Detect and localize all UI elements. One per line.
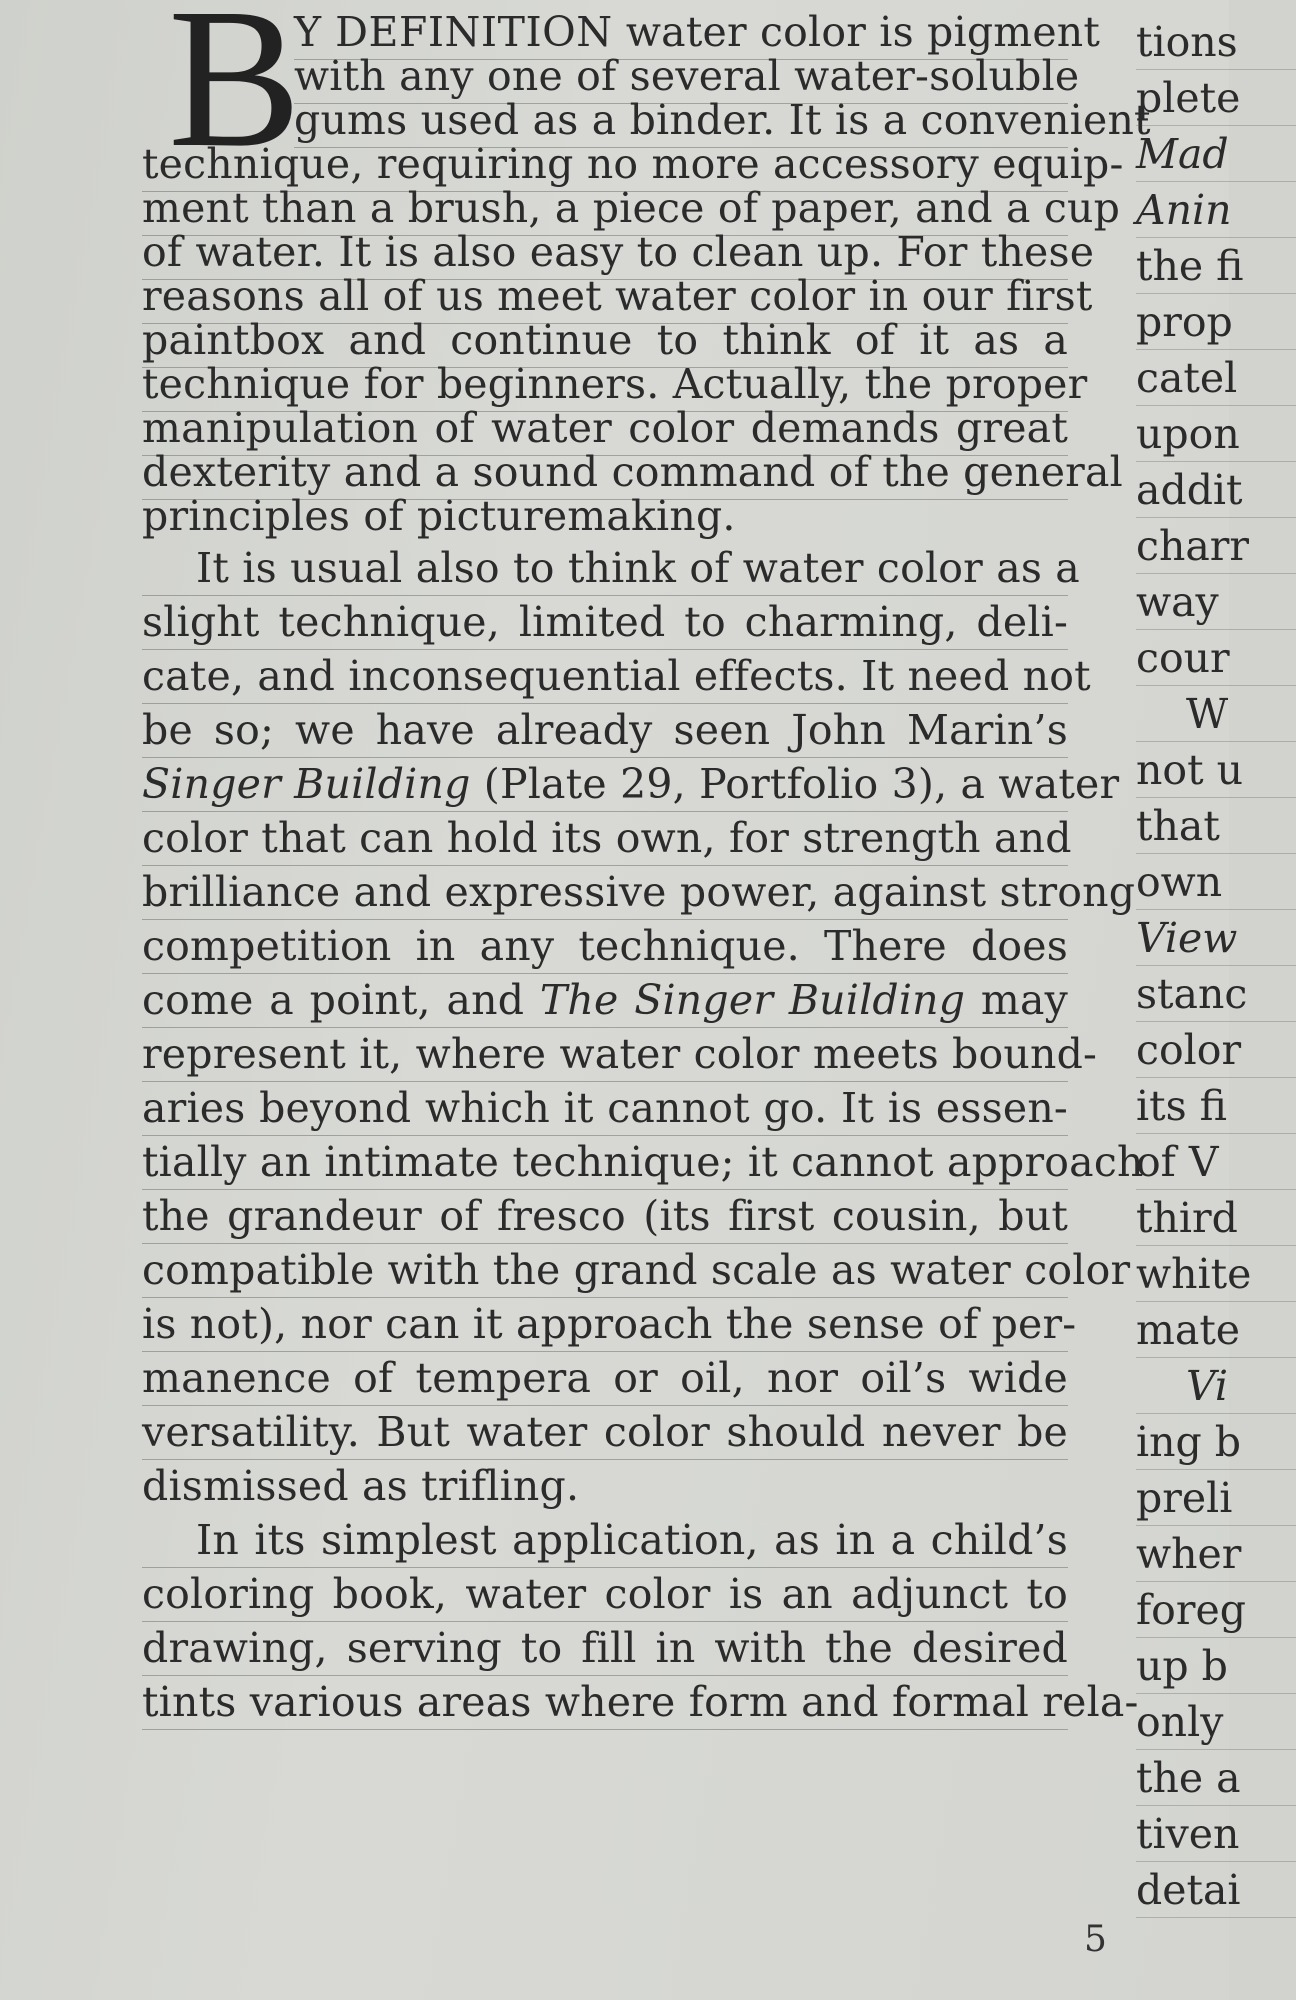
text-line: technique for beginners. Actually, the proper bbox=[142, 356, 1068, 412]
text-line: stanc bbox=[1136, 966, 1296, 1022]
text-line: coloring book, water color is an adjunct to bbox=[142, 1566, 1068, 1622]
text-line: tiven bbox=[1136, 1806, 1296, 1862]
text-line: Mad bbox=[1136, 126, 1296, 182]
artwork-title: The Singer Building bbox=[539, 976, 966, 1024]
text-line: own bbox=[1136, 854, 1296, 910]
text-line: manipulation of water color demands great bbox=[142, 400, 1068, 456]
text-line: come a point, and The Singer Building may bbox=[142, 972, 1068, 1028]
text-line: upon bbox=[1136, 406, 1296, 462]
text-line: ment than a brush, a piece of paper, and a cup bbox=[142, 180, 1068, 236]
text-line: is not), nor can it approach the sense of per- bbox=[142, 1296, 1068, 1352]
text-line: white bbox=[1136, 1246, 1296, 1302]
text-line: prop bbox=[1136, 294, 1296, 350]
text-line: View bbox=[1136, 910, 1296, 966]
drop-cap: B bbox=[168, 0, 302, 189]
text-line: plete bbox=[1136, 70, 1296, 126]
right-column-fragment bbox=[1136, 0, 1252, 1960]
text-line: tions bbox=[1136, 14, 1296, 70]
text-line: color that can hold its own, for strength and bbox=[142, 810, 1068, 866]
text-line: charr bbox=[1136, 518, 1296, 574]
text-line: addit bbox=[1136, 462, 1296, 518]
text-line: that bbox=[1136, 798, 1296, 854]
text-line: principles of picturemaking. bbox=[142, 492, 736, 540]
text-line: be so; we have already seen John Marin’s bbox=[142, 702, 1068, 758]
text-line: foreg bbox=[1136, 1582, 1296, 1638]
text-line: versatility. But water color should never be bbox=[142, 1404, 1068, 1460]
text-line: the grandeur of fresco (its first cousin, but bbox=[142, 1188, 1068, 1244]
text-line: technique, requiring no more accessory equip- bbox=[142, 136, 1068, 192]
text-line: Anin bbox=[1136, 182, 1296, 238]
artwork-title: Singer Building bbox=[142, 760, 471, 808]
text-line: reasons all of us meet water color in our first bbox=[142, 268, 1068, 324]
text-line: tints various areas where form and formal rela- bbox=[142, 1674, 1068, 1730]
text-line: slight technique, limited to charming, deli- bbox=[142, 594, 1068, 650]
text-line: compatible with the grand scale as water color bbox=[142, 1242, 1068, 1298]
text-line: W bbox=[1136, 686, 1296, 742]
text-line: with any one of several water-soluble bbox=[294, 48, 1068, 104]
text-line: gums used as a binder. It is a convenient bbox=[294, 92, 1068, 148]
opening-caps: Y DEFINITION bbox=[294, 8, 613, 56]
text-line: only bbox=[1136, 1694, 1296, 1750]
text-line: dismissed as trifling. bbox=[142, 1462, 580, 1510]
text-line: up b bbox=[1136, 1638, 1296, 1694]
text-line: Singer Building (Plate 29, Portfolio 3), a water bbox=[142, 756, 1068, 812]
text-line: Vi bbox=[1136, 1358, 1296, 1414]
text-line: catel bbox=[1136, 350, 1296, 406]
text-line: way bbox=[1136, 574, 1296, 630]
text-line: drawing, serving to fill in with the desired bbox=[142, 1620, 1068, 1676]
text-line: color bbox=[1136, 1022, 1296, 1078]
text-line: tially an intimate technique; it cannot approach bbox=[142, 1134, 1068, 1190]
text-line: third bbox=[1136, 1190, 1296, 1246]
text-line: cate, and inconsequential effects. It need not bbox=[142, 648, 1068, 704]
text-line: brilliance and expressive power, against strong bbox=[142, 864, 1068, 920]
text-line: It is usual also to think of water color as a bbox=[142, 540, 1068, 596]
text-line: of water. It is also easy to clean up. For these bbox=[142, 224, 1068, 280]
text-line: represent it, where water color meets bound- bbox=[142, 1026, 1068, 1082]
text-line: ing b bbox=[1136, 1414, 1296, 1470]
text-line: In its simplest application, as in a child’s bbox=[142, 1512, 1068, 1568]
text-line: preli bbox=[1136, 1470, 1296, 1526]
text-line: paintbox and continue to think of it as a bbox=[142, 312, 1068, 368]
text-line: aries beyond which it cannot go. It is essen- bbox=[142, 1080, 1068, 1136]
main-column bbox=[142, 0, 1151, 1960]
text-line: Y DEFINITION water color is pigment bbox=[294, 4, 1068, 60]
text-line: its fi bbox=[1136, 1078, 1296, 1134]
text-line: detai bbox=[1136, 1862, 1296, 1918]
text-line: competition in any technique. There does bbox=[142, 918, 1068, 974]
text-line: the a bbox=[1136, 1750, 1296, 1806]
text-line: mate bbox=[1136, 1302, 1296, 1358]
text-line: not u bbox=[1136, 742, 1296, 798]
text-line: the fi bbox=[1136, 238, 1296, 294]
text-line: of V bbox=[1136, 1134, 1296, 1190]
text-line: manence of tempera or oil, nor oil’s wide bbox=[142, 1350, 1068, 1406]
page-number: 5 bbox=[1084, 1919, 1107, 1960]
text-line: dexterity and a sound command of the general bbox=[142, 444, 1068, 500]
text-line: cour bbox=[1136, 630, 1296, 686]
text-line: wher bbox=[1136, 1526, 1296, 1582]
